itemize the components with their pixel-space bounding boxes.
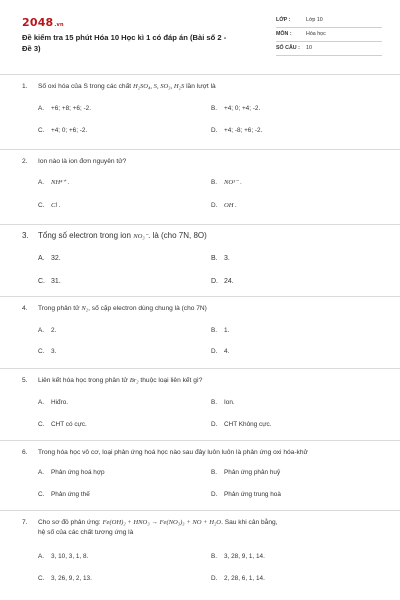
meta-panel bbox=[276, 15, 382, 57]
option-d[interactable] bbox=[211, 278, 234, 285]
option-letter: C. bbox=[38, 575, 45, 582]
option-text: 4. bbox=[224, 348, 230, 355]
question-stem bbox=[22, 82, 382, 92]
question-stem bbox=[22, 304, 382, 314]
option-text: Phản ứng thế bbox=[51, 491, 90, 498]
option-d[interactable] bbox=[211, 348, 229, 355]
question-stem bbox=[22, 376, 382, 386]
stem-text: Trong hóa học vô cơ, loại phản ứng hoá học nào sau đây luôn luôn là phản ứng oxi hóa-khử bbox=[38, 449, 308, 456]
question-number: 5. bbox=[22, 377, 28, 384]
question-7 bbox=[0, 510, 400, 600]
chem-formula: H₂SO₄, S, SO₃, H₂S bbox=[132, 83, 185, 90]
option-text: Cl . bbox=[51, 202, 61, 209]
chem-formula: NO₃⁻ bbox=[133, 233, 149, 240]
stem-text: thuộc loại liên kết gì? bbox=[140, 377, 203, 384]
meta-label: LỚP : bbox=[276, 17, 291, 23]
option-text: 3, 26, 9, 2, 13. bbox=[51, 575, 92, 582]
chem-formula: N₂ bbox=[81, 305, 89, 312]
option-b[interactable] bbox=[211, 255, 230, 262]
option-letter: A. bbox=[38, 179, 45, 186]
stem-text: lần lượt là bbox=[186, 83, 216, 90]
option-letter: D. bbox=[211, 421, 218, 428]
question-6 bbox=[0, 440, 400, 510]
option-a[interactable] bbox=[38, 178, 69, 186]
logo-text: 2048 bbox=[22, 16, 54, 29]
option-letter: B. bbox=[211, 179, 218, 186]
question-stem bbox=[22, 157, 382, 167]
stem-text: Liên kết hóa học trong phân tử bbox=[38, 377, 128, 384]
option-text: 2, 28, 6, 1, 14. bbox=[224, 575, 265, 582]
option-text: Ion. bbox=[224, 399, 235, 406]
option-letter: A. bbox=[38, 255, 45, 262]
option-c[interactable] bbox=[38, 421, 87, 428]
option-letter: C. bbox=[38, 421, 45, 428]
option-text: 1. bbox=[224, 327, 230, 334]
question-5 bbox=[0, 368, 400, 440]
option-c[interactable] bbox=[38, 491, 90, 498]
option-b[interactable] bbox=[211, 105, 260, 112]
option-text: 3. bbox=[51, 348, 57, 355]
option-text: Phản ứng phân huỷ bbox=[224, 469, 281, 476]
option-letter: B. bbox=[211, 255, 218, 262]
option-letter: D. bbox=[211, 575, 218, 582]
option-text: CHT có cực. bbox=[51, 421, 87, 428]
meta-value: Lớp 10 bbox=[306, 17, 323, 23]
option-text: CHT Không cực. bbox=[224, 421, 272, 428]
option-b[interactable] bbox=[211, 469, 280, 476]
chem-equation: Fe(OH)₂ + HNO₃ → Fe(NO₃)₃ + NO + H₂O bbox=[102, 519, 222, 526]
option-letter: A. bbox=[38, 469, 45, 476]
option-letter: A. bbox=[38, 399, 45, 406]
option-text: +4; 0; +6; -2. bbox=[51, 127, 88, 134]
question-stem bbox=[22, 231, 382, 242]
stem-text: Tổng số electron trong ion bbox=[38, 231, 131, 240]
site-logo[interactable] bbox=[22, 16, 64, 29]
question-3 bbox=[0, 224, 400, 296]
chem-formula: Br₂ bbox=[129, 377, 139, 384]
option-letter: A. bbox=[38, 105, 45, 112]
option-a[interactable] bbox=[38, 105, 91, 112]
option-d[interactable] bbox=[211, 491, 281, 498]
question-2 bbox=[0, 149, 400, 224]
option-letter: D. bbox=[211, 278, 218, 285]
option-a[interactable] bbox=[38, 553, 88, 560]
question-4 bbox=[0, 296, 400, 368]
option-text: 2. bbox=[51, 327, 57, 334]
option-c[interactable] bbox=[38, 127, 87, 134]
meta-label: SỐ CÂU : bbox=[276, 45, 300, 51]
option-d[interactable] bbox=[211, 202, 237, 209]
option-text: 24. bbox=[224, 278, 234, 285]
option-letter: D. bbox=[211, 491, 218, 498]
question-1 bbox=[0, 74, 400, 149]
option-text: +4; -8; +6; -2. bbox=[224, 127, 263, 134]
option-d[interactable] bbox=[211, 421, 272, 428]
question-number: 2. bbox=[22, 158, 28, 165]
option-text: 32. bbox=[51, 255, 61, 262]
option-letter: C. bbox=[38, 127, 45, 134]
option-b[interactable] bbox=[211, 178, 242, 186]
meta-label: MÔN : bbox=[276, 31, 292, 37]
option-b[interactable] bbox=[211, 553, 265, 560]
option-letter: B. bbox=[211, 553, 218, 560]
option-b[interactable] bbox=[211, 327, 229, 334]
option-a[interactable] bbox=[38, 399, 68, 406]
stem-text: Số oxi hóa của S trong các chất bbox=[38, 83, 132, 90]
option-text: 3, 28, 9, 1, 14. bbox=[224, 553, 265, 560]
option-letter: C. bbox=[38, 491, 45, 498]
page-header bbox=[22, 14, 382, 58]
option-text: Hiđro. bbox=[51, 399, 69, 406]
option-letter: B. bbox=[211, 469, 218, 476]
question-number: 7. bbox=[22, 519, 28, 526]
stem-text: hệ số của các chất tương ứng là bbox=[38, 529, 134, 536]
stem-text: Trong phân tử bbox=[38, 305, 80, 312]
meta-value: Hóa học bbox=[306, 31, 326, 37]
option-letter: B. bbox=[211, 105, 218, 112]
stem-text: , số cặp electron dùng chung là (cho 7N) bbox=[88, 305, 207, 312]
option-c[interactable] bbox=[38, 278, 61, 285]
meta-row-class bbox=[276, 15, 382, 28]
option-text: +6; +8; +6; -2. bbox=[51, 105, 91, 112]
stem-text: . Sau khi cân bằng, bbox=[221, 519, 278, 526]
document-title: Đề kiểm tra 15 phút Hóa 10 Học kì 1 có đáp án (Bài số 2 - Đề 3) bbox=[22, 33, 227, 53]
stem-text: Cho sơ đồ phản ứng: bbox=[38, 519, 101, 526]
question-number: 4. bbox=[22, 305, 28, 312]
question-number: 3. bbox=[22, 231, 29, 240]
option-letter: D. bbox=[211, 202, 218, 209]
option-b[interactable] bbox=[211, 399, 235, 406]
option-letter: A. bbox=[38, 553, 45, 560]
option-letter: C. bbox=[38, 202, 45, 209]
question-number: 6. bbox=[22, 449, 28, 456]
option-letter: B. bbox=[211, 327, 218, 334]
option-text: OH . bbox=[224, 202, 237, 209]
option-letter: D. bbox=[211, 127, 218, 134]
option-c[interactable] bbox=[38, 575, 92, 582]
option-letter: C. bbox=[38, 278, 45, 285]
option-letter: D. bbox=[211, 348, 218, 355]
option-text: Phản ứng trung hoà bbox=[224, 491, 281, 498]
meta-row-count bbox=[276, 43, 382, 56]
option-c[interactable] bbox=[38, 202, 61, 209]
question-stem bbox=[22, 518, 382, 538]
question-number: 1. bbox=[22, 83, 28, 90]
question-stem bbox=[22, 448, 382, 458]
option-c[interactable] bbox=[38, 348, 56, 355]
option-text: +4; 0; +4; -2. bbox=[224, 105, 261, 112]
stem-text: . là (cho 7N, 8O) bbox=[148, 231, 207, 240]
option-letter: C. bbox=[38, 348, 45, 355]
option-d[interactable] bbox=[211, 575, 265, 582]
option-a[interactable] bbox=[38, 255, 61, 262]
logo-suffix: .vn bbox=[54, 22, 64, 28]
option-d[interactable] bbox=[211, 127, 262, 134]
option-text: 31. bbox=[51, 278, 61, 285]
option-letter: B. bbox=[211, 399, 218, 406]
option-a[interactable] bbox=[38, 469, 105, 476]
option-text: 3. bbox=[224, 255, 230, 262]
meta-value: 10 bbox=[306, 45, 312, 51]
option-letter: A. bbox=[38, 327, 45, 334]
meta-row-subject bbox=[276, 29, 382, 42]
option-text: NO³⁻ . bbox=[224, 179, 242, 186]
option-a[interactable] bbox=[38, 327, 56, 334]
option-text: NH⁴⁺ . bbox=[51, 179, 70, 186]
stem-text: Ion nào là ion đơn nguyên tử? bbox=[38, 158, 127, 165]
option-text: Phản ứng hoá hợp bbox=[51, 469, 105, 476]
option-text: 3, 10, 3, 1, 8. bbox=[51, 553, 89, 560]
